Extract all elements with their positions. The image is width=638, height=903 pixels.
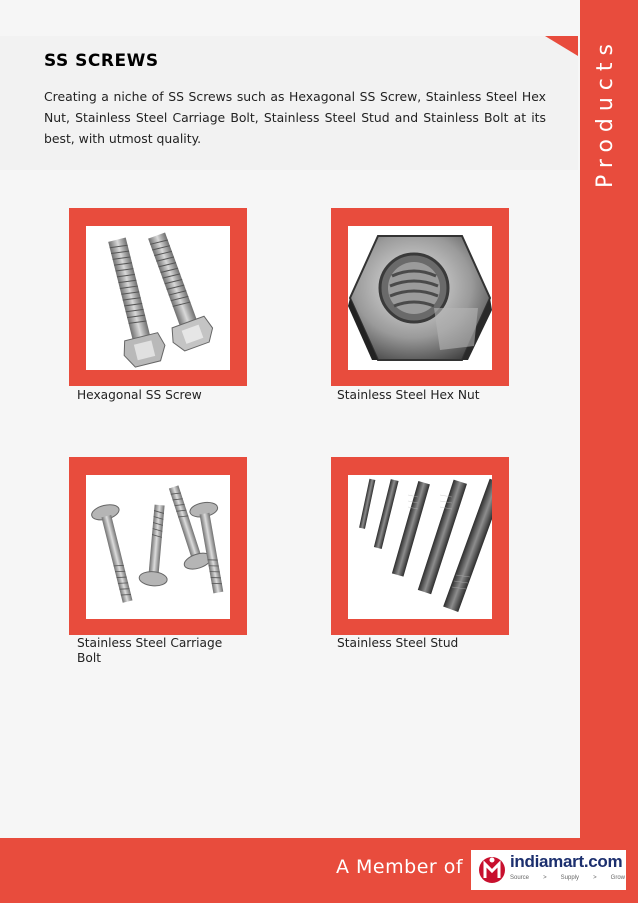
intro-paragraph: Creating a niche of SS Screws such as Hexagonal SS Screw, Stainless Steel Hex Nut, Stainless Steel Carriage Bolt, Stainless Steel Stud and Stainless Bolt at its best, with utmost quality. — [44, 89, 546, 146]
tagline-source: Source — [510, 875, 530, 881]
tagline-supply: Supply — [560, 875, 580, 881]
product-image — [348, 226, 492, 370]
caption-stainless-steel-stud[interactable]: Stainless Steel Stud — [337, 636, 459, 650]
tagline-sep-1: > — [543, 875, 547, 881]
indiamart-tagline — [510, 875, 625, 881]
products-tab-label: Products — [593, 37, 618, 188]
corner-notch — [545, 36, 578, 56]
indiamart-emblem-icon — [477, 854, 507, 886]
page-title: SS SCREWS — [44, 51, 159, 71]
product-card-stainless-steel-stud[interactable] — [331, 457, 509, 635]
caption-stainless-steel-hex-nut[interactable]: Stainless Steel Hex Nut — [337, 388, 480, 402]
caption-stainless-steel-carriage-bolt[interactable]: Stainless Steel Carriage Bolt — [77, 636, 223, 665]
indiamart-logo-name: indiamart.com — [510, 852, 623, 871]
product-image — [86, 226, 230, 370]
product-image — [86, 475, 230, 619]
product-image — [348, 475, 492, 619]
product-card-stainless-steel-hex-nut[interactable] — [331, 208, 509, 386]
tagline-sep-2: > — [593, 875, 597, 881]
caption-hexagonal-ss-screw[interactable]: Hexagonal SS Screw — [77, 388, 202, 402]
product-card-hexagonal-ss-screw[interactable] — [69, 208, 247, 386]
tagline-grow: Grow — [610, 875, 625, 881]
member-of-text: A Member of — [336, 856, 464, 878]
product-card-stainless-steel-carriage-bolt[interactable] — [69, 457, 247, 635]
